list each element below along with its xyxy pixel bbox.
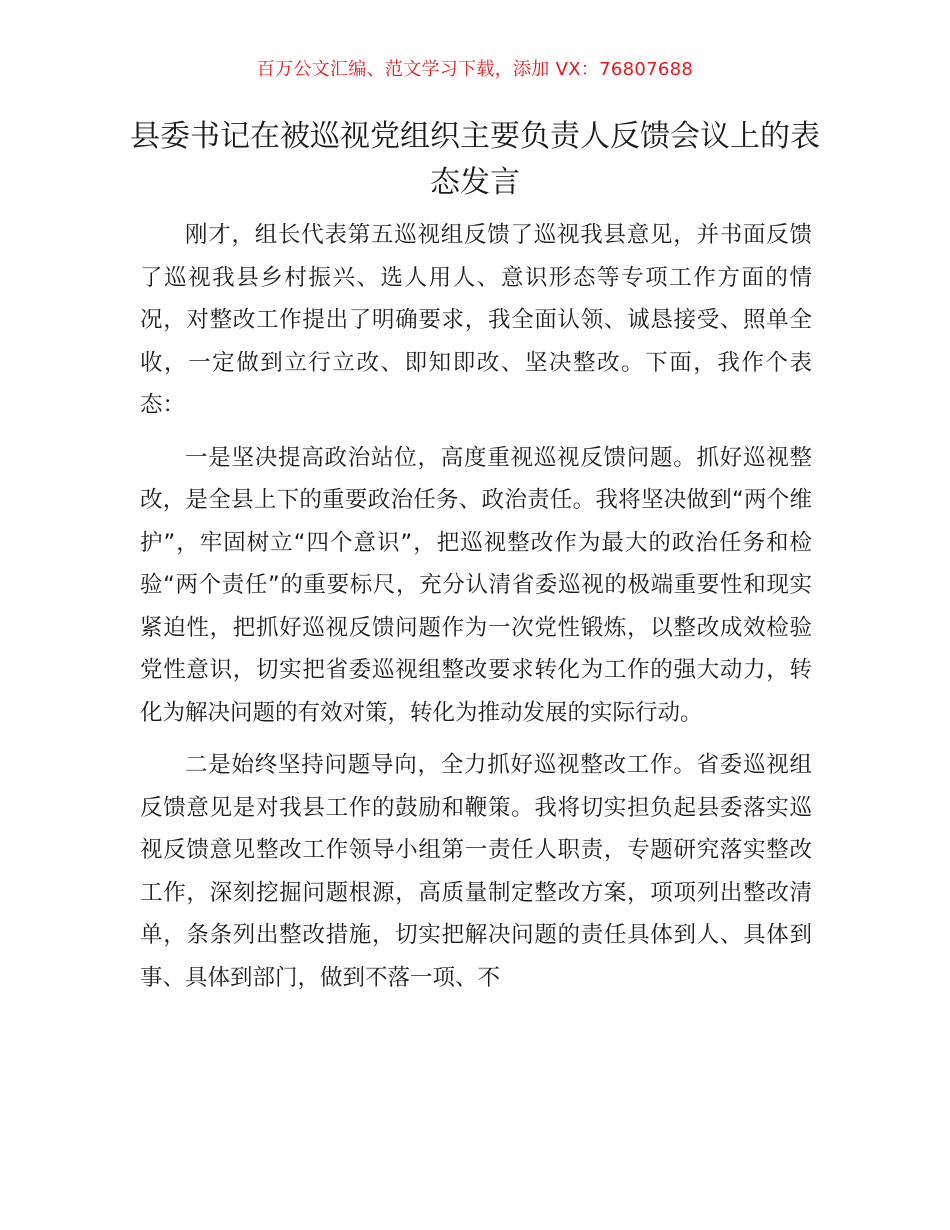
paragraph-point-one: 一是坚决提高政治站位，高度重视巡视反馈问题。抓好巡视整改，是全县上下的重要政治任务、政治责任。我将坚决做到“两个维护”，牢固树立“四个意识”，把巡视整改作为最大的政治任务和检验“两个责任”的重要标尺，充分认清省委巡视的极端重要性和现实紧迫性，把抓好巡视反馈问题作为一次党性锻炼，以整改成效检验党性意识，切实把省委巡视组整改要求转化为工作的强大动力，转化为解决问题的有效对策，转化为推动发展的实际行动。 [140, 444, 812, 726]
paragraph-intro: 刚才，组长代表第五巡视组反馈了巡视我县意见，并书面反馈了巡视我县乡村振兴、选人用人、意识形态等专项工作方面的情况，对整改工作提出了明确要求，我全面认领、诚恳接受、照单全收，一定做到立行立改、即知即改、坚决整改。下面，我作个表态： [140, 222, 812, 418]
document-title: 县委书记在被巡视党组织主要负责人反馈会议上的表态发言 [130, 119, 820, 200]
document-body [140, 214, 812, 1009]
paragraph-point-two: 二是始终坚持问题导向，全力抓好巡视整改工作。省委巡视组反馈意见是对我县工作的鼓励和鞭策。我将切实担负起县委落实巡视反馈意见整改工作领导小组第一责任人职责，专题研究落实整改工作，深刻挖掘问题根源，高质量制定整改方案，项项列出整改清单，条条列出整改措施，切实把解决问题的责任具体到人、具体到事、具体到部门，做到不落一项、不 [140, 752, 812, 991]
header-watermark-note: 百万公文汇编、范文学习下载，添加 VX：76807688 [256, 59, 694, 80]
